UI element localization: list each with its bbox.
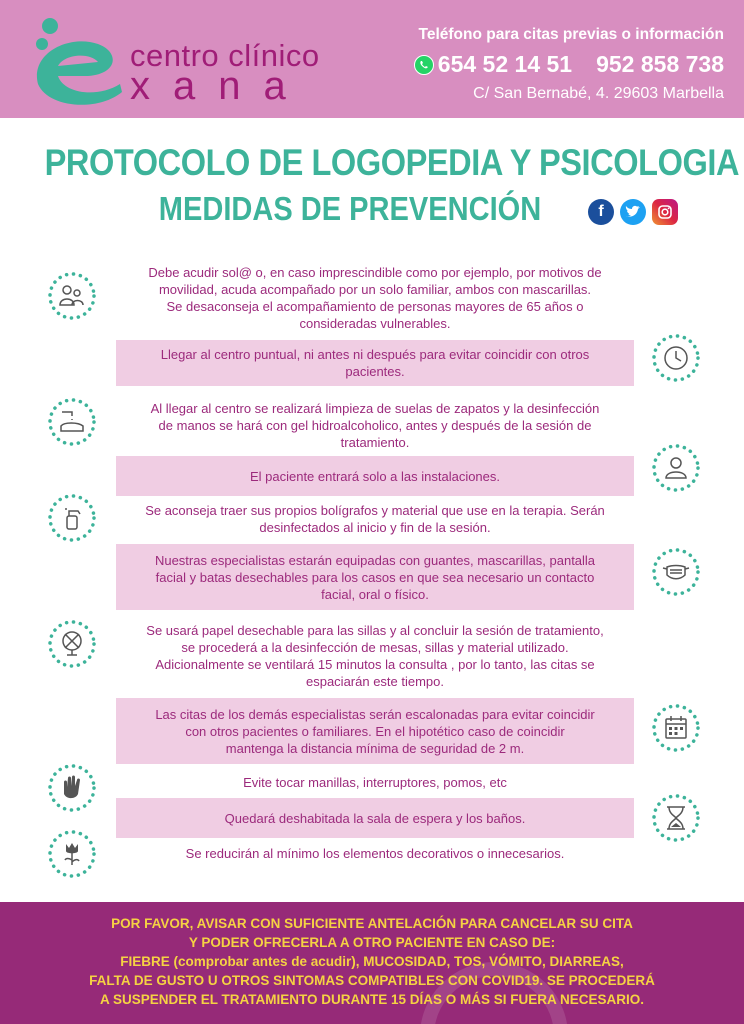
footer-notice: [0, 902, 744, 1024]
social-links: [588, 199, 678, 225]
list-item: Debe acudir sol@ o, en caso imprescindible como por ejemplo, por motivos de movilidad, acuda acompañado por un solo familiar, ambos con mascarillas. Se desaconseja el acompañamiento de personas mayores de 65 años o consideradas vulnerables.: [148, 265, 602, 331]
phone-landline[interactable]: 952 858 738: [596, 51, 724, 77]
list-item: Las citas de los demás especialistas serán escalonadas para evitar coincidir con otros pacientes o familiares. En el hipotético caso de coincidir mantenga la distancia mínima de seguridad de 2 m.: [116, 698, 634, 764]
logo-swirl-icon: [28, 14, 128, 109]
clock-icon: [652, 334, 700, 382]
list-item: Evite tocar manillas, interruptores, pomos, etc: [243, 774, 507, 790]
person-icon: [652, 444, 700, 492]
list-item: Nuestras especialistas estarán equipadas con guantes, mascarillas, pantalla facial y batas desechables para los casos en que sea necesario un contacto facial, oral o físico.: [116, 544, 634, 610]
list-item: Se reducirán al mínimo los elementos decorativos o innecesarios.: [185, 845, 565, 861]
list-item: Se usará papel desechable para las sillas y al concluir la sesión de tratamiento, se procederá a la desinfección de mesas, sillas y material utilizado. Adicionalmente se ventilará 15 minutos la consulta , por lo tanto, las citas se espaciarán este tiempo.: [146, 623, 604, 689]
hand-icon: [48, 764, 96, 812]
clinic-logo: [28, 14, 358, 109]
list-item: Al llegar al centro se realizará limpieza de suelas de zapatos y la desinfección de manos se hará con gel hidroalcoholico, antes y después de la sesión de tratamiento.: [150, 400, 600, 450]
twitter-icon[interactable]: [620, 199, 646, 225]
spray-bottle-icon: [48, 494, 96, 542]
instagram-icon[interactable]: [652, 199, 678, 225]
list-item: Quedará deshabitada la sala de espera y los baños.: [116, 798, 634, 838]
list-item: El paciente entrará solo a las instalaciones.: [116, 456, 634, 496]
list-item: Llegar al centro puntual, ni antes ni después para evitar coincidir con otros pacientes.: [116, 340, 634, 386]
page-subtitle: MEDIDAS DE PREVENCIÓN: [158, 190, 542, 227]
list-item: Se aconseja traer sus propios bolígrafos y material que use en la terapia. Serán desinfectados al inicio y fin de la sesión.: [145, 503, 605, 535]
facebook-icon[interactable]: f: [588, 199, 614, 225]
page-title: PROTOCOLO DE LOGOPEDIA Y PSICOLOGIA: [44, 142, 740, 183]
face-mask-icon: [652, 548, 700, 596]
calendar-icon: [652, 704, 700, 752]
address: C/ San Bernabé, 4. 29603 Marbella: [473, 85, 724, 102]
logo-text-bottom: xana: [130, 64, 309, 108]
whatsapp-icon: [414, 55, 434, 75]
family-icon: [48, 272, 96, 320]
flower-icon: [48, 830, 96, 878]
phone-mobile[interactable]: 654 52 14 51: [437, 51, 573, 77]
logo-text-top: centro clínico: [130, 38, 320, 73]
contact-phones: [384, 51, 724, 78]
handwash-icon: [48, 398, 96, 446]
fan-icon: [48, 620, 96, 668]
contact-label: Teléfono para citas previas o información: [418, 26, 724, 43]
footer-text: POR FAVOR, AVISAR CON SUFICIENTE ANTELACIÓN PARA CANCELAR SU CITA Y PODER OFRECERLA A OTRO PACIENTE EN CASO DE: FIEBRE (comprobar antes de acudir), MUCOSIDAD, TOS, VÓMITO, DIARREAS, FALTA DE GUSTO U OTROS SINTOMAS COMPATIBLES CON COVID19. SE PROCEDERÁ A SUSPENDER EL TRATAMIENTO DURANTE 15 DÍAS O MÁS SI FUERA NECESARIO.: [89, 916, 655, 1007]
header: [0, 0, 744, 118]
hourglass-icon: [652, 794, 700, 842]
contact-block: [384, 26, 724, 103]
